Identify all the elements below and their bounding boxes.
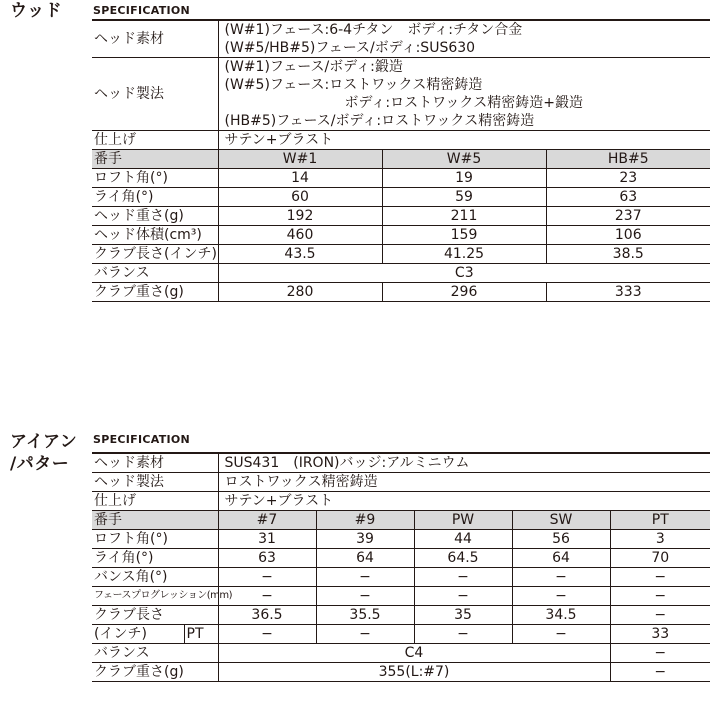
iron-cell: − [512, 568, 610, 587]
iron-balance-pt-value: − [610, 644, 710, 663]
wood-cell: 38.5 [546, 245, 710, 264]
wood-columns-label: 番手 [92, 150, 218, 169]
wood-row-loft [92, 169, 710, 188]
wood-spec-title: SPECIFICATION [93, 4, 191, 17]
iron-cell: 63 [218, 549, 316, 568]
wood-row-lie [92, 188, 710, 207]
iron-club-weight-pt-value: − [610, 663, 710, 682]
wood-cell: 60 [218, 188, 382, 207]
wood-row-label: ヘッド重さ(g) [92, 207, 218, 226]
iron-row-loft [92, 530, 710, 549]
iron-cell: − [610, 568, 710, 587]
iron-finish-value: サテン+ブラスト [218, 492, 710, 511]
iron-balance-value: C4 [218, 644, 610, 663]
iron-cell: 33 [610, 625, 710, 644]
iron-cell: 35.5 [316, 606, 414, 625]
iron-row-label: バンス角(°) [92, 568, 218, 587]
iron-row-columns [92, 511, 710, 530]
wood-cell: 460 [218, 226, 382, 245]
wood-row-club-length [92, 245, 710, 264]
iron-cell: − [610, 606, 710, 625]
wood-cell: 280 [218, 283, 382, 302]
iron-head-material-label: ヘッド素材 [92, 453, 218, 473]
iron-spec-table [92, 452, 710, 682]
wood-row-label: ロフト角(°) [92, 169, 218, 188]
wood-cell: 211 [382, 207, 546, 226]
wood-section-label: ウッド [10, 1, 63, 21]
wood-head-material-line-1: (W#1)フェース:6-4チタン ボディ:チタン合金 [224, 22, 523, 38]
wood-finish-value: サテン+ブラスト [218, 131, 710, 150]
wood-column-header: HB#5 [546, 150, 710, 169]
wood-cell: 159 [382, 226, 546, 245]
wood-row-head-weight [92, 207, 710, 226]
wood-balance-value: C3 [218, 264, 710, 283]
iron-club-weight-value: 355(L:#7) [218, 663, 610, 682]
wood-head-method-line-1: (W#1)フェース/ボディ:鍛造 [224, 59, 403, 75]
wood-cell: 237 [546, 207, 710, 226]
iron-head-method-label: ヘッド製法 [92, 473, 218, 492]
iron-cell: 39 [316, 530, 414, 549]
wood-cell: 59 [382, 188, 546, 207]
wood-column-header: W#1 [218, 150, 382, 169]
wood-finish-label: 仕上げ [92, 131, 218, 150]
wood-row-head-material [92, 20, 710, 58]
iron-row-label: ライ角(°) [92, 549, 218, 568]
wood-cell: 296 [382, 283, 546, 302]
iron-cell: − [316, 625, 414, 644]
wood-row-columns [92, 150, 710, 169]
iron-finish-label: 仕上げ [92, 492, 218, 511]
iron-row-face-progression [92, 587, 710, 606]
iron-head-method-value: ロストワックス精密鋳造 [218, 473, 710, 492]
iron-club-weight-label: クラブ重さ(g) [92, 663, 218, 682]
iron-cell: 31 [218, 530, 316, 549]
wood-row-head-method [92, 58, 710, 131]
wood-head-material-label: ヘッド素材 [92, 20, 218, 58]
iron-cell: − [218, 568, 316, 587]
iron-club-length-unit-label: (インチ) [92, 625, 184, 644]
iron-cell: 64.5 [414, 549, 512, 568]
iron-row-bounce [92, 568, 710, 587]
iron-row-club-length-pt [92, 625, 710, 644]
wood-head-method-label: ヘッド製法 [92, 58, 218, 131]
iron-row-club-length [92, 606, 710, 625]
iron-column-header: SW [512, 511, 610, 530]
iron-club-length-label: クラブ長さ [92, 606, 218, 625]
iron-section-label [10, 431, 77, 475]
wood-row-head-volume [92, 226, 710, 245]
iron-section-label-line-1: アイアン [10, 432, 78, 452]
wood-club-weight-label: クラブ重さ(g) [92, 283, 218, 302]
wood-cell: 63 [546, 188, 710, 207]
iron-columns-label: 番手 [92, 511, 218, 530]
wood-balance-label: バランス [92, 264, 218, 283]
iron-cell: − [218, 587, 316, 606]
iron-cell: − [512, 625, 610, 644]
wood-cell: 41.25 [382, 245, 546, 264]
iron-cell: 64 [512, 549, 610, 568]
wood-head-material-line-2: (W#5/HB#5)フェース/ボディ:SUS630 [224, 40, 476, 56]
iron-spec-title: SPECIFICATION [93, 433, 191, 446]
wood-cell: 43.5 [218, 245, 382, 264]
iron-row-club-weight [92, 663, 710, 682]
wood-spec-table [92, 19, 710, 302]
iron-column-header: #9 [316, 511, 414, 530]
iron-row-lie [92, 549, 710, 568]
wood-row-club-weight [92, 283, 710, 302]
iron-row-balance [92, 644, 710, 663]
iron-cell: 36.5 [218, 606, 316, 625]
iron-cell: − [414, 625, 512, 644]
wood-cell: 19 [382, 169, 546, 188]
iron-column-header: PW [414, 511, 512, 530]
iron-cell: 70 [610, 549, 710, 568]
iron-column-header: PT [610, 511, 710, 530]
iron-cell: 35 [414, 606, 512, 625]
wood-column-header: W#5 [382, 150, 546, 169]
wood-cell: 333 [546, 283, 710, 302]
wood-row-balance [92, 264, 710, 283]
iron-cell: − [414, 568, 512, 587]
wood-row-label: ライ角(°) [92, 188, 218, 207]
wood-row-label: クラブ長さ(インチ) [94, 246, 217, 262]
iron-cell: 56 [512, 530, 610, 549]
iron-cell: 3 [610, 530, 710, 549]
wood-head-method-line-3: ボディ:ロストワックス精密鋳造+鍛造 [344, 95, 583, 111]
iron-cell: − [316, 587, 414, 606]
iron-head-material-value: SUS431 (IRON)バッジ:アルミニウム [218, 453, 710, 473]
wood-head-method-line-2: (W#5)フェース:ロストワックス精密鋳造 [224, 77, 483, 93]
iron-cell: − [218, 625, 316, 644]
wood-cell: 14 [218, 169, 382, 188]
wood-head-method-value [218, 58, 710, 131]
iron-section-label-line-2: /パター [10, 454, 70, 474]
wood-row-finish [92, 131, 710, 150]
iron-cell: − [316, 568, 414, 587]
iron-cell: − [512, 587, 610, 606]
iron-row-head-material [92, 453, 710, 473]
wood-row-label: ヘッド体積(cm³) [92, 226, 218, 245]
wood-head-material-value [218, 20, 710, 58]
iron-cell: 64 [316, 549, 414, 568]
iron-cell: − [414, 587, 512, 606]
wood-cell: 106 [546, 226, 710, 245]
iron-balance-label: バランス [92, 644, 218, 663]
iron-row-label: ロフト角(°) [92, 530, 218, 549]
wood-cell: 23 [546, 169, 710, 188]
iron-row-label: フェースプログレッション(mm) [92, 587, 218, 606]
iron-row-finish [92, 492, 710, 511]
iron-row-head-method [92, 473, 710, 492]
iron-club-length-pt-label: PT [184, 625, 218, 644]
iron-cell: − [610, 587, 710, 606]
iron-cell: 44 [414, 530, 512, 549]
wood-head-method-line-4: (HB#5)フェース/ボディ:ロストワックス精密鋳造 [224, 113, 535, 129]
iron-column-header: #7 [218, 511, 316, 530]
iron-cell: 34.5 [512, 606, 610, 625]
wood-cell: 192 [218, 207, 382, 226]
